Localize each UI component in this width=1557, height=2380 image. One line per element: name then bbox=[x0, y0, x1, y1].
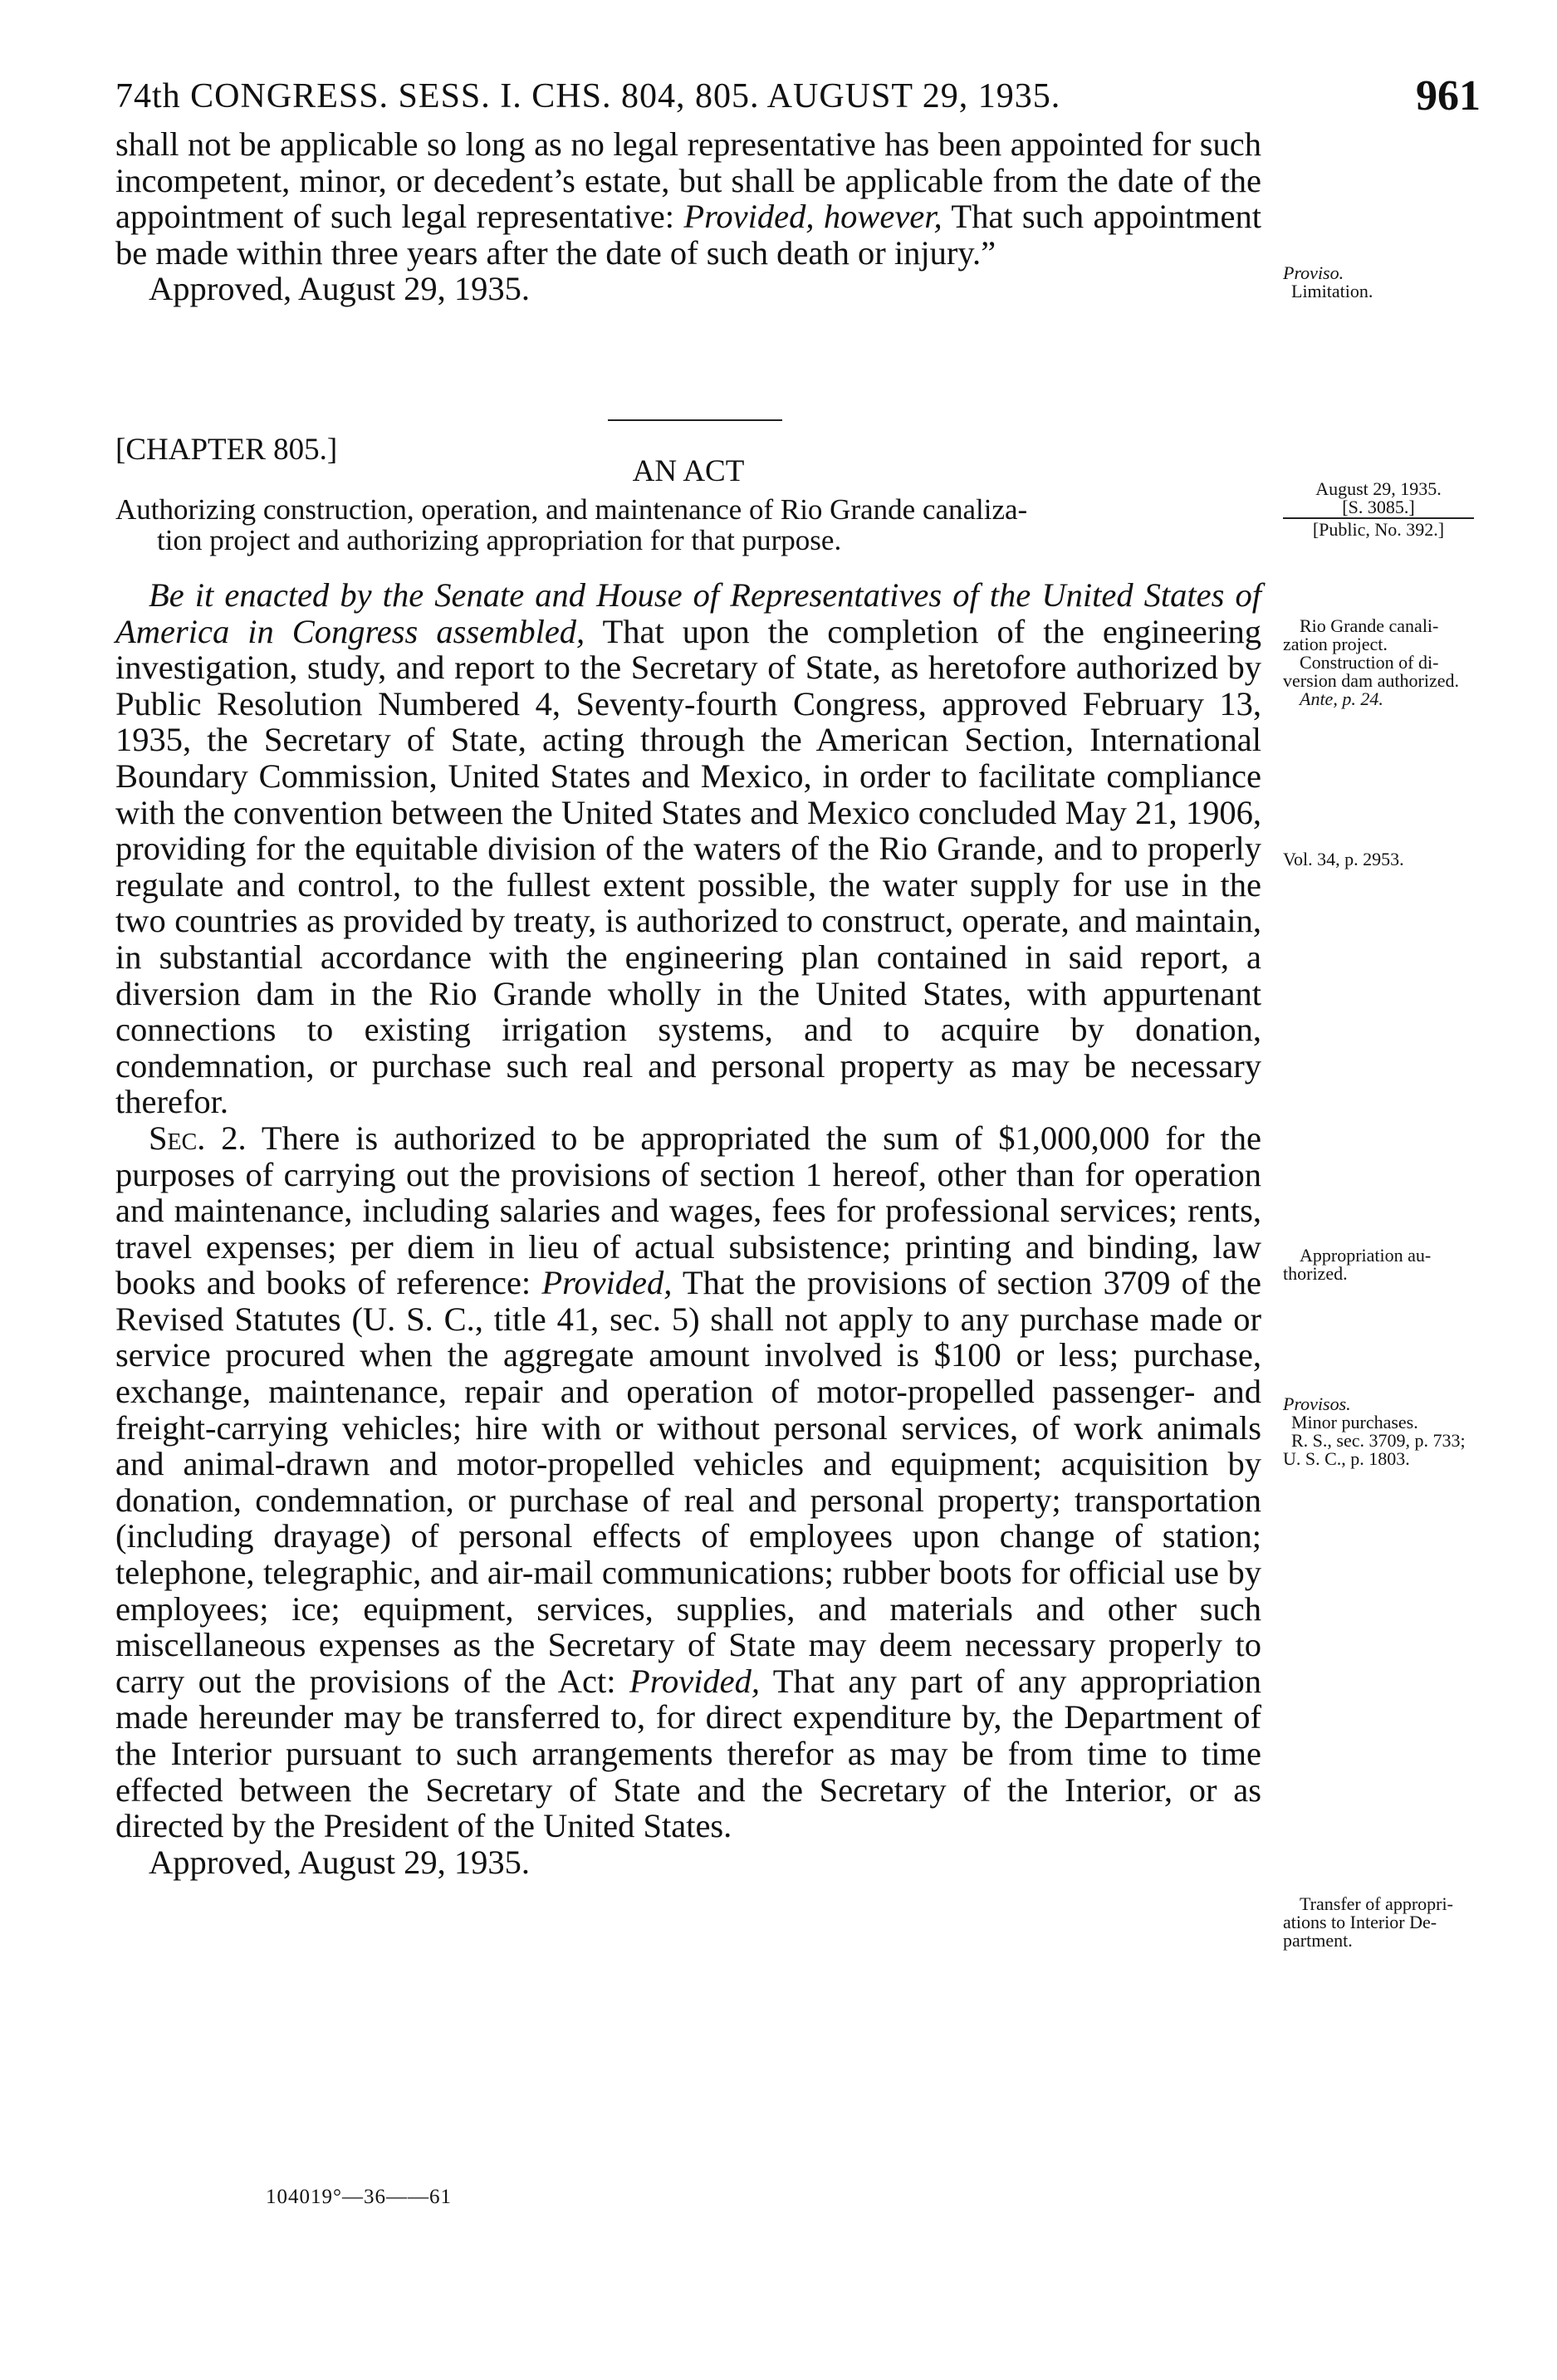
provisos-label: Provisos. bbox=[1283, 1393, 1351, 1414]
print-code-footer: 104019°—36——61 bbox=[266, 2186, 452, 2208]
margin-note-volume bbox=[1283, 850, 1532, 869]
section-2-label: Sec. 2. bbox=[149, 1119, 247, 1157]
running-header: 74th CONGRESS. SESS. I. CHS. 804, 805. AUGUST 29, 1935. bbox=[115, 77, 1061, 115]
section-2-text-a: There is authorized to be appropriated the sum of $1,000,000 for the purposes of carrying out the provisions of section 1 hereof, other than for operation and maintenance, including salaries and wages, fees for professional services; rents, travel expenses; per diem in lieu of actual subsistence; printing and binding, law books and books of reference: bbox=[115, 1119, 1261, 1302]
act-purpose-line-1: Authorizing construction, operation, and maintenance of Rio Grande canaliza- bbox=[115, 493, 1028, 526]
construction-note-1: Construction of di- bbox=[1300, 652, 1439, 673]
continuation-text-end: That such appointment be made within three years after the date of such death or injury.” bbox=[115, 198, 1261, 272]
provided-italic-1: Provided, bbox=[541, 1264, 673, 1302]
chapter-divider bbox=[608, 419, 782, 421]
act-purpose-line-2: tion project and authorizing appropriation for that purpose. bbox=[157, 524, 842, 557]
enacting-clause: Be it enacted by the Senate and House of Representatives of the United States of America in Congress assembled, bbox=[115, 576, 1261, 650]
transfer-note-1: Transfer of appropri- bbox=[1300, 1893, 1453, 1914]
ante-reference: Ante, p. 24. bbox=[1300, 688, 1383, 709]
rio-grande-note-1: Rio Grande canali- bbox=[1300, 615, 1439, 636]
revised-statutes-reference: R. S., sec. 3709, p. 733; bbox=[1291, 1430, 1466, 1451]
approved-line-2: Approved, August 29, 1935. bbox=[149, 1843, 530, 1881]
limitation-label: Limitation. bbox=[1291, 281, 1373, 301]
public-law-number: [Public, No. 392.] bbox=[1312, 519, 1445, 540]
rio-grande-note-2: zation project. bbox=[1283, 634, 1388, 654]
appropriation-note-2: thorized. bbox=[1283, 1263, 1348, 1284]
bill-number: [S. 3085.] bbox=[1283, 498, 1474, 519]
provided-italic-2: Provided, bbox=[629, 1662, 761, 1700]
page-number: 961 bbox=[1416, 72, 1481, 120]
proviso-italic: Provided, however, bbox=[683, 198, 943, 236]
minor-purchases-note: Minor purchases. bbox=[1291, 1412, 1418, 1432]
transfer-note-2: ations to Interior De- bbox=[1283, 1912, 1437, 1932]
section-2-paragraph bbox=[115, 1120, 1261, 1844]
usc-reference: U. S. C., p. 1803. bbox=[1283, 1448, 1410, 1469]
margin-note-proviso bbox=[1283, 264, 1532, 301]
section-2-text-c: That any part of any appropriation made hereunder may be transferred to, for direct expenditure by, the Department of the Interior pursuant to such arrangements therefor as may be from time to time effected between the Secretary of State and the Secretary of the Interior, or as directed by the President of the United States. bbox=[115, 1662, 1261, 1845]
margin-note-appropriation bbox=[1283, 1246, 1532, 1283]
act-heading: AN ACT bbox=[632, 453, 745, 488]
margin-note-bill-info bbox=[1283, 480, 1474, 539]
chapter-805-heading bbox=[115, 432, 1261, 556]
transfer-note-3: partment. bbox=[1283, 1930, 1353, 1951]
margin-note-transfer bbox=[1283, 1895, 1532, 1950]
section-1-paragraph bbox=[115, 577, 1261, 1120]
section-1-text: That upon the completion of the engineering investigation, study, and report to the Secretary of State, as heretofore authorized by Public Resolution Numbered 4, Seventy-fourth Congress, approved February 13, 1935, the Secretary of State, acting through the American Section, International Boundary Commission, United States and Mexico, in order to facilitate compliance with the convention between the United States and Mexico concluded May 21, 1906, providing for the equitable division of the waters of the Rio Grande, and to properly regulate and control, to the fullest extent possible, the water supply for use in the two countries as provided by treaty, is authorized to construct, operate, and maintain, in substantial accordance with the engineering plan contained in said report, a diversion dam in the Rio Grande wholly in the United States, with appurtenant connections to existing irrigation systems, and to acquire by donation, condemnation, or purchase such real and personal property as may be necessary therefor. bbox=[115, 612, 1261, 1121]
continuation-paragraph bbox=[115, 126, 1261, 271]
construction-note-2: version dam authorized. bbox=[1283, 670, 1459, 691]
proviso-label: Proviso. bbox=[1283, 262, 1344, 283]
chapter-805-body bbox=[115, 577, 1261, 1880]
continuation-text: shall not be applicable so long as no legal representative has been appointed for such incompetent, minor, or decedent’s estate, but shall be applicable from the date of the appointment of such legal representative: bbox=[115, 125, 1261, 236]
chapter-label: [CHAPTER 805.] bbox=[115, 433, 338, 467]
approved-line-1: Approved, August 29, 1935. bbox=[149, 270, 530, 308]
continuation-block bbox=[115, 126, 1261, 307]
appropriation-note-1: Appropriation au- bbox=[1300, 1245, 1432, 1266]
section-2-text-b: That the provisions of section 3709 of the Revised Statutes (U. S. C., title 41, sec. 5) shall not apply to any purchase made or service procured when the aggregate amount involved is $100 or less; purchase, exchange, maintenance, repair and operation of motor-propelled passenger- and freight-carrying vehicles; hire with or without personal services, of work animals and animal-drawn and motor-propelled vehicles and equipment; acquisition by donation, condemnation, or purchase of real and personal property; transportation (including drayage) of personal effects of employees upon change of station; telephone, telegraphic, and air-mail communications; rubber boots for official use by employees; ice; equipment, services, supplies, and materials and other such miscellaneous expenses as the Secretary of State may deem necessary properly to carry out the provisions of the Act: bbox=[115, 1264, 1261, 1700]
margin-note-rio-grande bbox=[1283, 617, 1532, 708]
margin-note-provisos bbox=[1283, 1395, 1532, 1468]
act-date: August 29, 1935. bbox=[1315, 478, 1442, 499]
volume-reference: Vol. 34, p. 2953. bbox=[1283, 849, 1404, 869]
